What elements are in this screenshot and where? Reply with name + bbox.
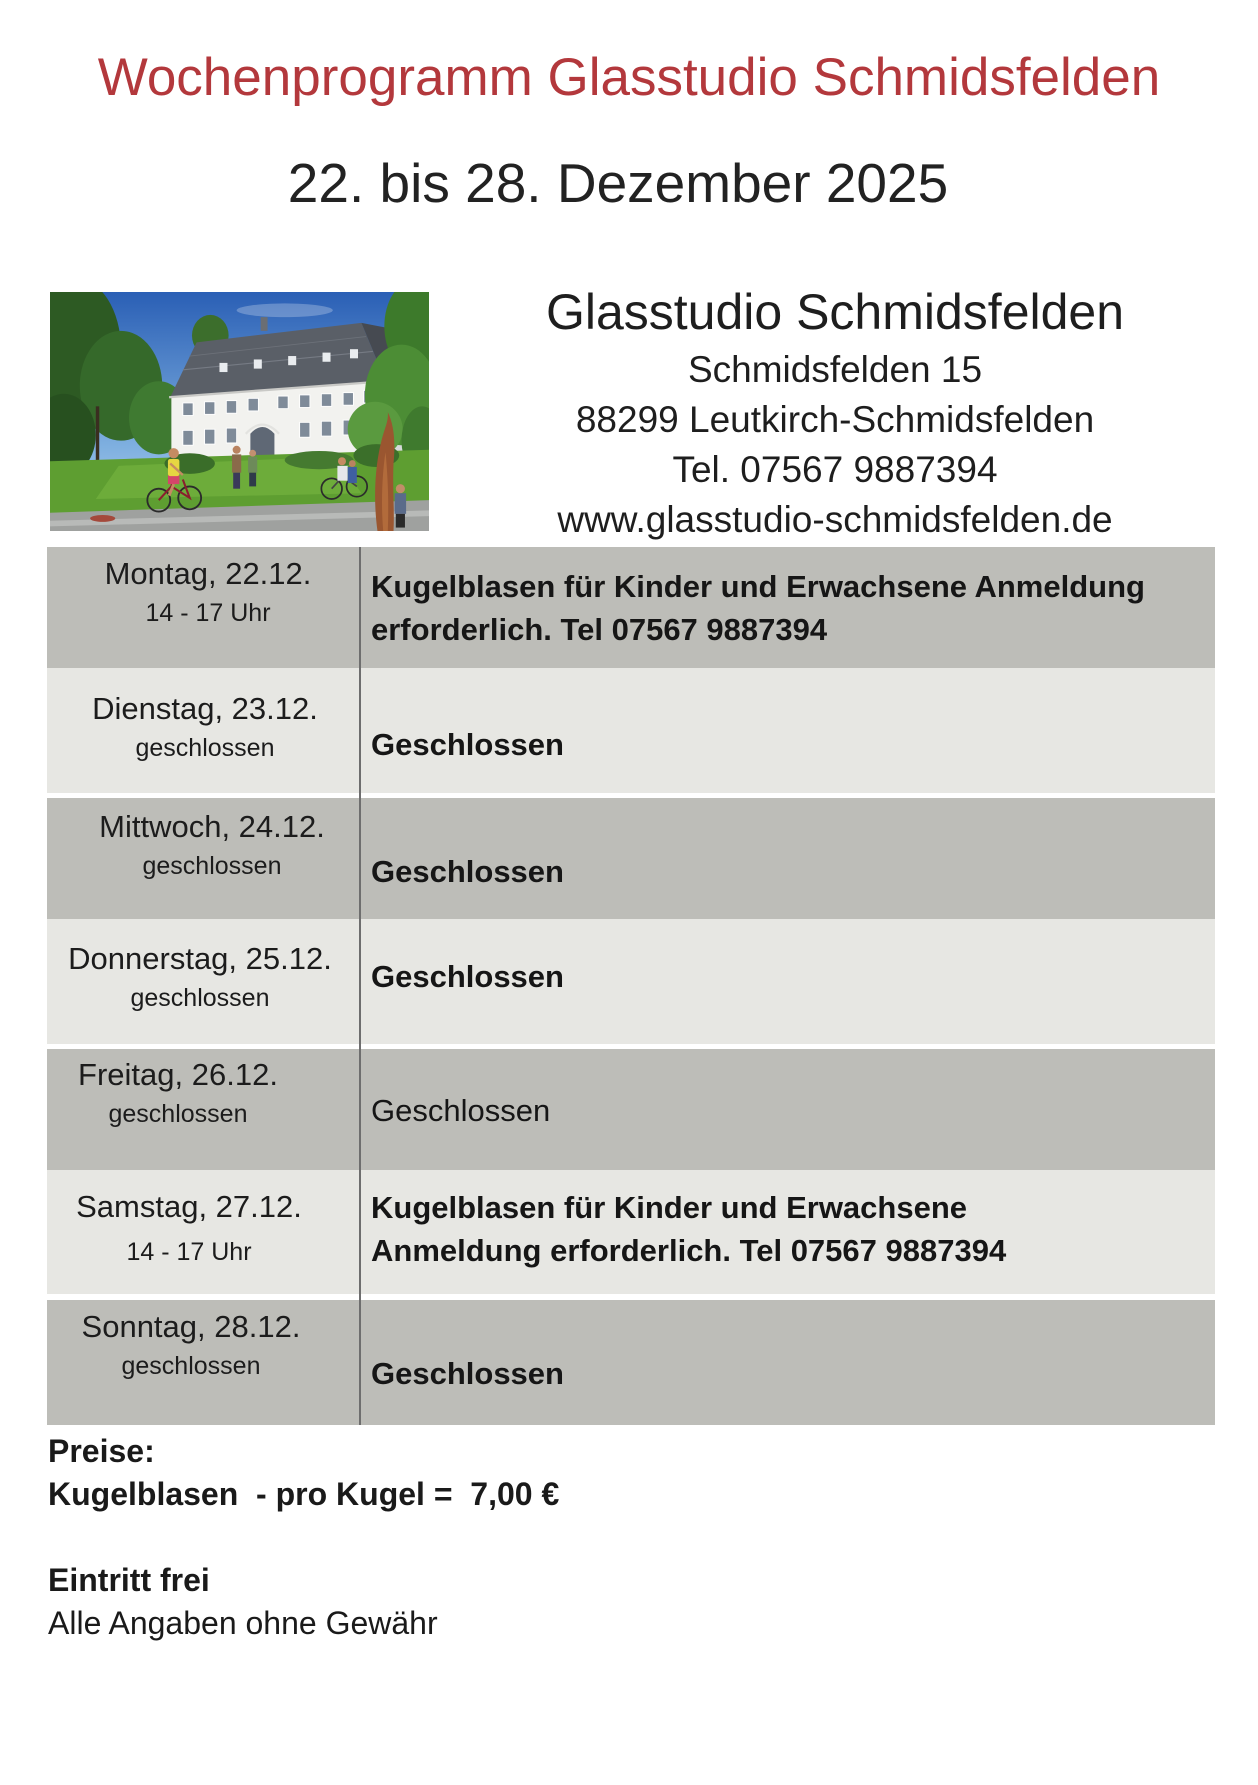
page-title: Wochenprogramm Glasstudio Schmidsfelden — [97, 48, 1161, 107]
hours-label: geschlossen — [130, 984, 270, 1012]
activity-cell — [359, 798, 1215, 919]
activity-line: Geschlossen — [371, 1356, 564, 1391]
schedule-row-dienstag — [47, 668, 1215, 793]
day-cell — [47, 1049, 359, 1170]
studio-street: Schmidsfelden 15 — [687, 349, 983, 390]
activity-cell — [359, 1170, 1215, 1294]
studio-name: Glasstudio Schmidsfelden — [545, 284, 1125, 340]
studio-phone: Tel. 07567 9887394 — [672, 449, 998, 490]
activity-line: Geschlossen — [371, 854, 564, 889]
activity-cell — [359, 1300, 1215, 1425]
schedule-row-donnerstag — [47, 919, 1215, 1044]
activity-line: Anmeldung erforderlich. Tel 07567 9887394 — [371, 1233, 1007, 1268]
hours-label: 14 - 17 Uhr — [126, 1238, 252, 1266]
day-cell — [47, 668, 359, 793]
day-cell — [47, 547, 359, 668]
day-cell — [47, 1170, 359, 1294]
schedule-table — [47, 547, 1215, 1425]
activity-line: erforderlich. Tel 07567 9887394 — [371, 612, 828, 647]
schedule-row-freitag — [47, 1049, 1215, 1170]
hours-label: 14 - 17 Uhr — [145, 599, 271, 627]
prices-heading: Preise: — [48, 1433, 155, 1469]
hours-label: geschlossen — [108, 1100, 248, 1128]
activity-line: Geschlossen — [371, 959, 564, 994]
day-label: Sonntag, 28.12. — [81, 1309, 301, 1344]
disclaimer: Alle Angaben ohne Gewähr — [48, 1605, 438, 1641]
column-divider — [359, 547, 361, 1425]
hours-label: geschlossen — [142, 852, 282, 880]
schedule-row-montag — [47, 547, 1215, 668]
activity-line: Kugelblasen für Kinder und Erwachsene Anmeldung — [371, 569, 1145, 604]
footer-info — [48, 1430, 559, 1645]
studio-address-block — [515, 284, 1155, 545]
activity-cell — [359, 1049, 1215, 1170]
day-cell — [47, 798, 359, 919]
day-label: Mittwoch, 24.12. — [99, 809, 325, 844]
studio-website: www.glasstudio-schmidsfelden.de — [557, 499, 1113, 540]
hours-label: geschlossen — [135, 734, 275, 762]
date-range: 22. bis 28. Dezember 2025 — [287, 152, 949, 214]
studio-city: 88299 Leutkirch-Schmidsfelden — [575, 399, 1095, 440]
studio-contact — [515, 345, 1155, 545]
activity-cell — [359, 547, 1215, 668]
day-label: Samstag, 27.12. — [76, 1189, 302, 1224]
activity-line: Kugelblasen für Kinder und Erwachsene — [371, 1190, 968, 1225]
day-label: Donnerstag, 25.12. — [68, 941, 332, 976]
day-cell — [47, 1300, 359, 1425]
activity-cell — [359, 919, 1215, 1044]
entry-note: Eintritt frei — [48, 1562, 210, 1598]
activity-line: Geschlossen — [371, 1093, 551, 1128]
schedule-row-mittwoch — [47, 798, 1215, 919]
schedule-row-samstag — [47, 1170, 1215, 1294]
activity-line: Geschlossen — [371, 727, 564, 762]
day-label: Freitag, 26.12. — [78, 1057, 278, 1092]
day-cell — [47, 919, 359, 1044]
hours-label: geschlossen — [121, 1352, 261, 1380]
studio-photo — [50, 292, 429, 531]
day-label: Dienstag, 23.12. — [92, 691, 318, 726]
activity-cell — [359, 668, 1215, 793]
price-line: Kugelblasen - pro Kugel = 7,00 € — [48, 1476, 560, 1512]
day-label: Montag, 22.12. — [104, 556, 312, 591]
schedule-row-sonntag — [47, 1300, 1215, 1425]
